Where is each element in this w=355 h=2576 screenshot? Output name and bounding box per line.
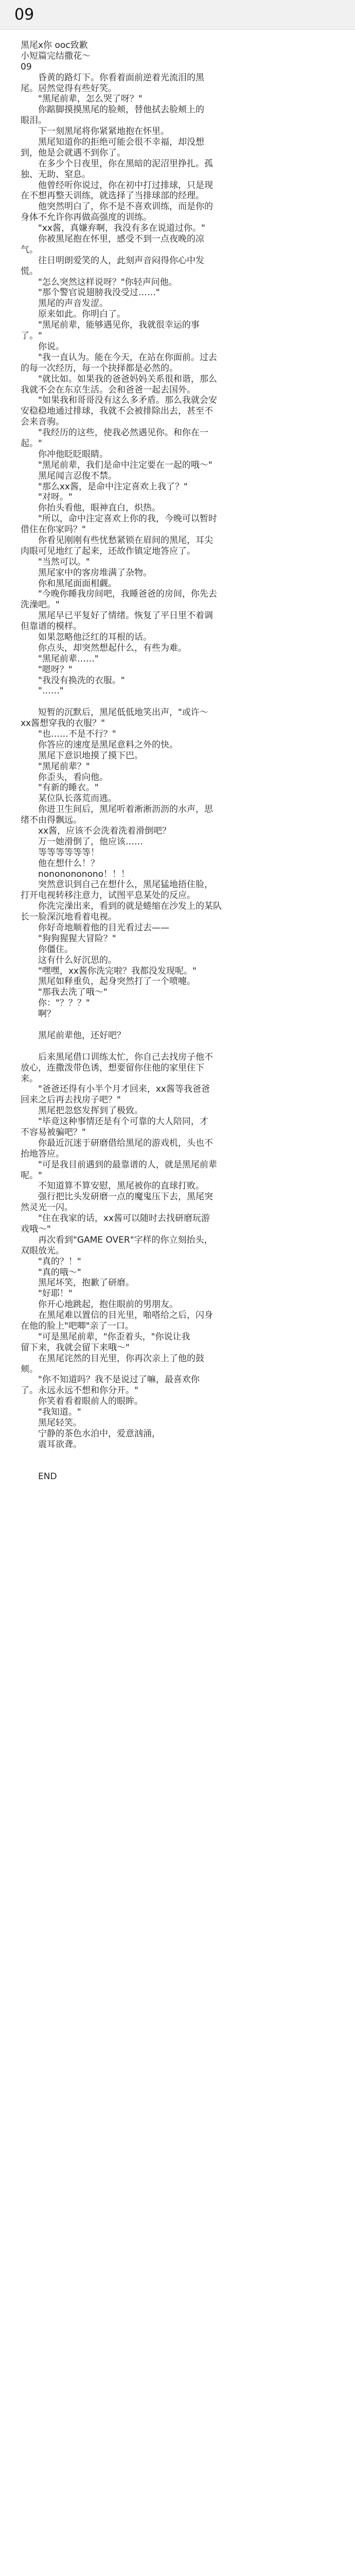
story-line: 你冲他眨眨眼睛。 [21,449,108,460]
story-line: 颊。 [21,1364,38,1375]
story-line: xx酱，应该不会洗着洗着滑倒吧？ [21,826,171,837]
story-line: END [21,1471,57,1482]
chapter-title: 09 [14,6,34,24]
story-line: "黑尾前辈，我们是命中注定要在一起的哦～" [21,460,212,470]
story-line: 强行把比头发研磨一点的魔鬼压下去，黑尾突 [21,1192,213,1202]
story-line: "狗狗猩猩大冒险？" [21,933,116,944]
story-line: 洗澡吧。" [21,600,60,611]
story-line: "当然可以。" [21,556,90,567]
story-line: "你不知道吗？我不是说过了嘛，最喜欢你 [21,1375,200,1385]
story-line: 你踮脚摸摸黑尾的脸颊，替他拭去脸颊上的 [21,105,204,115]
story-line: 黑尾把忽悠发挥到了极致。 [21,1106,143,1116]
story-line: 尾。居然觉得有些好笑。 [21,83,117,94]
story-line: "好耶！" [21,1289,73,1299]
story-line: 到，他是会就遇不到你了。 [21,147,126,158]
story-line: 啊？ [21,1009,56,1020]
story-line: 会来音驹。 [21,417,64,428]
story-line: 气。 [21,244,38,255]
story-line: 安稳稳地通过排球，我就不会被排除出去，甚至不 [21,406,213,417]
story-line: 黑尾家中的客房堆满了杂物。 [21,567,152,578]
story-line: 09 [21,61,32,72]
story-line: 他在想什么！？ [21,858,99,869]
story-text [0,30,355,1482]
story-line: 你最近沉迷于研磨借给黑尾的游戏机，头也不 [21,1138,213,1148]
story-line: 独、无助、窒息。 [21,169,91,180]
story-line: 打开电视转移注意力，试图平息某处的反应。 [21,890,196,901]
story-line: 我就不会在东京生活。会和爸爸一起去国外。 [21,384,196,395]
story-line: 短暂的沉默后，黑尾低低地笑出声，"或许～ [21,707,208,718]
story-line: "那个警官说翅膀我没受过……" [21,287,160,298]
story-line: 起。" [21,438,42,449]
story-line: 你进卫生间后，黑尾听着淅淅沥沥的水声，思 [21,804,213,815]
story-line: "怎么突然这样说呀？"你轻声问他。 [21,277,177,287]
story-line: 昏黄的路灯下。你看着面前逆着光流泪的黑 [21,72,204,83]
story-line: 万一她滑倒了，他应该…… [21,836,143,847]
story-line: 你抬头看他，眼神直白，炽热。 [21,503,161,514]
story-line: 不知道算不算安慰，黑尾被你的直球打败。 [21,1181,204,1192]
story-line: 突然意识到自己在想什么，黑尾猛地捂住脸， [21,879,213,890]
story-line: 在黑尾诧然的目光里，你再次亲上了他的鼓 [21,1353,204,1364]
story-line: "可是黑尾前辈，"你歪着头，"你说让我 [21,1331,190,1342]
story-line: 但靠谱的模样。 [21,621,82,632]
story-line: 在黑尾难以置信的目光里，啪嗒给之后，闪身 [21,1310,213,1321]
story-line: 震耳欲聋。 [21,1439,82,1450]
story-line: 在他的脸上"吧唧"亲了一口。 [21,1320,134,1331]
story-line: 再次看到"GAME OVER"字样的你立刻抬头， [21,1234,213,1245]
story-line: 慌。 [21,266,38,277]
story-line: "对呀。" [21,492,73,503]
story-line: 你洗完澡出来，看到的就是蜷缩在沙发上的某队 [21,901,222,912]
story-line: 某位队长落荒而逃。 [21,793,117,804]
story-line: "如果我和哥哥没有这么多矛盾。那么我就会安 [21,395,217,406]
story-line: "也……不是不行？" [21,729,116,739]
story-line: 你看见刚刚有些忧愁紧锁在眉间的黑尾，耳尖 [21,535,213,546]
story-line: "那我去洗了哦～" [21,987,108,998]
story-line: 黑尾轻笑。 [21,1418,82,1428]
story-line: 原来如此。你明白了。 [21,309,126,320]
story-line: xx酱想穿我的衣服？" [21,718,105,729]
story-line: 他曾经听你说过，你在初中打过排球，只是现 [21,180,213,191]
story-line: "真的哦～" [21,1267,81,1278]
story-line: 来。 [21,1073,38,1084]
story-line [21,1450,334,1461]
story-line: 了。永远永远不想和你分开。" [21,1385,138,1396]
story-line: 然灵光一闪。 [21,1202,73,1213]
story-line [21,1041,334,1052]
story-line: nononononono！！！ [21,869,130,879]
story-line: 你点头，却突然想起什么，有些为难。 [21,642,187,653]
story-line: "我经历的这些，使我必然遇见你。和你在一 [21,428,208,438]
story-line: 黑尾下意识地摸了摸下巴。 [21,750,143,761]
story-line: "那么xx酱，是命中注定喜欢上我了？" [21,481,188,492]
story-line: "黑尾前辈……" [21,653,99,664]
story-line: "所以，命中注定喜欢上你的我，今晚可以暂时 [21,514,217,524]
story-line: 回来之后再去找房子吧？" [21,1095,121,1106]
story-line [21,1020,334,1030]
story-line: 肉眼可见地红了起来，还故作镇定地答应了。 [21,546,196,556]
story-line: 绪不由得飘远。 [21,815,82,826]
story-line: "黑尾前辈，能够遇见你，我就很幸运的事 [21,320,200,331]
story-line: "我一直认为。能在今天，在站在你面前。过去 [21,352,217,363]
story-line: 在不想再整天训练，就选择了当排球部的经理。 [21,191,204,201]
story-line: 等等等等等等！ [21,847,99,858]
story-line: 黑尾知道你的拒绝可能会很不幸福，却没想 [21,137,204,148]
story-line: 你歪头，看向他。 [21,772,108,783]
story-line: 你："？？？" [21,998,90,1009]
story-line: "真的？！" [21,1256,81,1267]
story-line: 黑尾坏笑，抱歉了研磨。 [21,1278,134,1289]
story-line: 你说。 [21,341,64,352]
story-line: 抬地答应。 [21,1148,64,1159]
story-line: "我没有换洗的衣服。" [21,675,125,686]
story-line [21,697,334,707]
story-line: 小短篇完结撒花～ [21,50,91,61]
story-line: 放心，连撒泼带色诱，想要留你住他的家里住下 [21,1062,204,1073]
story-line: "嘿嘿，xx酱你洗完啦？我都没发现呢。" [21,965,197,976]
story-line: 黑尾前辈他，还好吧？ [21,1030,126,1041]
story-line: "毕竟这种事情还是有个可靠的大人陪同，才 [21,1116,208,1127]
story-line: 他突然明白了，你不是不喜欢训练，而是你的 [21,201,213,212]
story-line: 留下来，我就会留下来哦～" [21,1342,130,1353]
story-line: "今晚你睡我房间吧，我睡爸爸的房间，你先去 [21,589,217,600]
story-line: 往日明朗爱笑的人，此刻声音闷得你心中发 [21,255,204,266]
story-line: "……" [21,686,64,697]
story-line: 你被黑尾抱在怀里，感受不到一点夜晚的凉 [21,234,204,245]
story-line: 黑尾早已平复好了情绪。恢复了平日里不着调 [21,611,213,621]
story-line: 双眼放光。 [21,1245,64,1256]
story-line: 你好奇地顺着他的目光看过去—— [21,923,169,934]
story-line: 你笑着看着眼前人的眼眸。 [21,1396,143,1407]
story-line: "我知道。" [21,1407,81,1418]
story-line: "黑尾前辈，怎么哭了呀？" [21,94,143,105]
story-line: 身体不允许你再做高强度的训练。 [21,212,152,223]
story-line: 不容易被骗吧？" [21,1127,86,1138]
story-line: 呢。" [21,1170,42,1181]
story-line: "就比如。如果我的爸爸妈妈关系很和谐，那么 [21,374,217,384]
story-line: 你开心地跳起，抱住眼前的男朋友。 [21,1299,178,1310]
story-line: 眼泪。 [21,115,47,126]
story-line [21,1461,334,1472]
story-line: 你答应的速度是黑尾意料之外的快。 [21,739,178,750]
story-line: 的每一次经历，每一个抉择都是必然的。 [21,363,178,374]
story-line: 戏哦～" [21,1224,51,1234]
story-line: "嗯呀？" [21,664,73,675]
story-line: 在多少个日夜里，你在黑暗的泥沼里挣扎。孤 [21,158,213,169]
story-line: "爸爸还得有小半个月才回来，xx酱等我爸爸 [21,1084,210,1095]
story-line: "xx酱，真嫌弃啊，我没有多在说道过你。" [21,223,205,234]
top-bar [0,0,355,30]
story-line: 黑尾的声音发涩。 [21,298,108,309]
story-line: 你和黑尾面面相觑。 [21,578,117,589]
story-line: 下一刻黑尾将你紧紧地抱在怀里。 [21,126,169,137]
story-line: 黑尾闻言忍俊不禁。 [21,470,117,481]
story-line: 这有什么好沉思的。 [21,955,117,965]
story-line: 宁静的茶色水泊中，爱意汹涌， [21,1428,161,1439]
story-line: 如果忽略他泛红的耳根的话。 [21,632,152,642]
story-line: 了。" [21,331,42,342]
story-line: 后来黑尾借口训练太忙，你自己去找房子他不 [21,1052,213,1062]
story-line: "黑尾前辈？" [21,761,90,772]
story-line: 借住在你家吗？" [21,524,86,535]
story-line: 你僵住。 [21,944,73,955]
story-line: "住在我家的话，xx酱可以随时去找研磨玩游 [21,1213,210,1224]
story-line: 长一脸深沉地看着电视。 [21,912,117,923]
story-line: 黑尾x你 ooc致歉 [21,40,88,50]
story-line: "有新的睡衣。" [21,783,99,793]
story-line: "可是我目前遇到的最靠谱的人，就是黑尾前辈 [21,1159,217,1170]
story-line: 黑尾如释重负，起身突然打了一个喷嚏。 [21,976,196,987]
